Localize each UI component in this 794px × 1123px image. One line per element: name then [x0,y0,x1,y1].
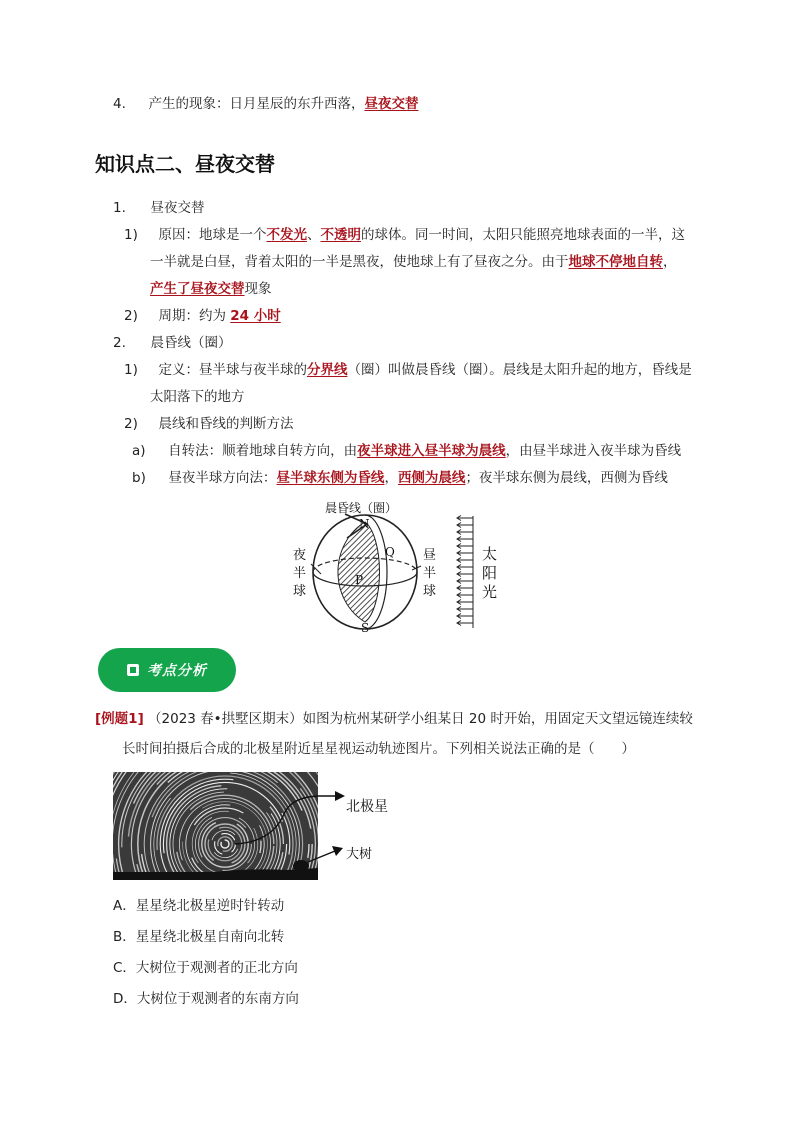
highlight-text: 不发光 [266,227,307,243]
example-line-2: 长时间拍摄后合成的北极星附近星星视运动轨迹图片。下列相关说法正确的是（ ） [122,741,635,757]
list-text: 产生的现象：日月星辰的东升西落， [148,96,365,112]
sub-number: 2) [124,416,138,432]
tree-label: 大树 [346,847,373,862]
example-line-1 [95,709,693,729]
period-line [124,306,281,326]
night-hemisphere [338,522,380,622]
highlight-text: 分界线 [306,362,348,378]
text: ， [663,254,677,270]
highlight-text: 产生了昼夜交替 [150,281,245,297]
cause-line-2 [150,252,677,272]
terminator-diagram [285,498,510,638]
text: 一半就是白昼，背着太阳的一半是黑夜，使地球上有了昼夜之分。由于 [150,254,569,270]
text: 昼夜半球方向法： [168,470,277,486]
highlight-text: 24 小时 [230,308,281,324]
example-tag: [例题1] [95,711,144,727]
polaris-label: 北极星 [346,799,388,815]
night-label-1: 夜 [293,548,307,563]
text: 晨线和昏线的判断方法 [158,416,294,432]
highlight-text: 地球不停地自转 [568,254,663,270]
judge-title-line [124,414,293,434]
text: ， [384,470,398,486]
text: 周期：约为 [158,308,231,324]
option-b[interactable]: B．星星绕北极星自南向北转 [113,929,285,945]
highlight-text: 不透明 [320,227,361,243]
option-d[interactable]: D．大树位于观测者的东南方向 [113,991,299,1007]
text: 的球体。同一时间，太阳只能照亮地球表面的一半，这 [360,227,685,243]
text: 原因：地球是一个 [158,227,267,243]
list-number: 2. [113,335,126,351]
list-number: 4. [113,96,126,112]
text: 、 [306,227,321,243]
list-item-4 [113,94,418,114]
cause-line-1 [124,225,685,245]
sub-number: 2) [124,308,138,324]
example-text: （2023 春•拱墅区期末）如图为杭州某研学小组某日 20 时开始，用固定天文望远镜连续较 [148,711,693,727]
text: 现象 [244,281,272,297]
option-c[interactable]: C．大树位于观测者的正北方向 [113,960,298,976]
list-title: 晨昏线（圈） [150,335,232,351]
day-label-3: 球 [423,584,437,599]
sub-number: 1) [124,362,138,378]
option-a[interactable]: A．星星绕北极星逆时针转动 [113,898,285,914]
star-trail-photo [113,772,403,882]
text: ；夜半球东侧为晨线，西侧为昏线 [465,470,668,486]
list-item-2 [113,333,231,353]
north-pole-label: N [359,517,370,531]
night-label-2: 半 [293,566,307,581]
terminator-label: 晨昏线（圈） [325,501,398,515]
method-b-line [132,468,668,488]
document-icon [127,664,139,676]
day-label-2: 半 [423,566,437,581]
night-label-3: 球 [293,584,307,599]
list-title: 昼夜交替 [150,200,205,216]
point-p-label: P [355,573,364,587]
text: 自转法：顺着地球自转方向，由 [168,443,358,459]
highlight-text: 昼半球东侧为昏线 [276,470,385,486]
sun-label-1: 太 [482,545,498,563]
day-label-1: 昼 [423,548,437,563]
list-item-1 [113,198,204,218]
highlight-text: 昼夜交替 [364,96,419,112]
sun-label-3: 光 [482,583,498,601]
sun-label-2: 阳 [482,564,498,582]
definition-line-2: 太阳落下的地方 [150,389,245,405]
method-a-line [132,441,681,461]
highlight-text: 夜半球进入昼半球为晨线 [357,443,506,459]
text: （圈）叫做晨昏线（圈）。晨线是太阳升起的地方，昏线是 [347,362,692,378]
definition-line-1 [124,360,692,380]
sub-number: 1) [124,227,138,243]
south-pole-label: S [361,621,370,635]
badge-label: 考点分析 [147,663,207,679]
highlight-text: 西侧为晨线 [397,470,466,486]
text: ，由昼半球进入夜半球为昏线 [505,443,682,459]
section-title: 知识点二、昼夜交替 [95,152,275,176]
section-badge [98,648,236,692]
sub-number: b) [132,470,146,486]
cause-line-3 [150,279,272,299]
point-q-label: Q [385,545,395,559]
text: 定义：昼半球与夜半球的 [158,362,307,378]
list-number: 1. [113,200,126,216]
sub-number: a) [132,443,146,459]
